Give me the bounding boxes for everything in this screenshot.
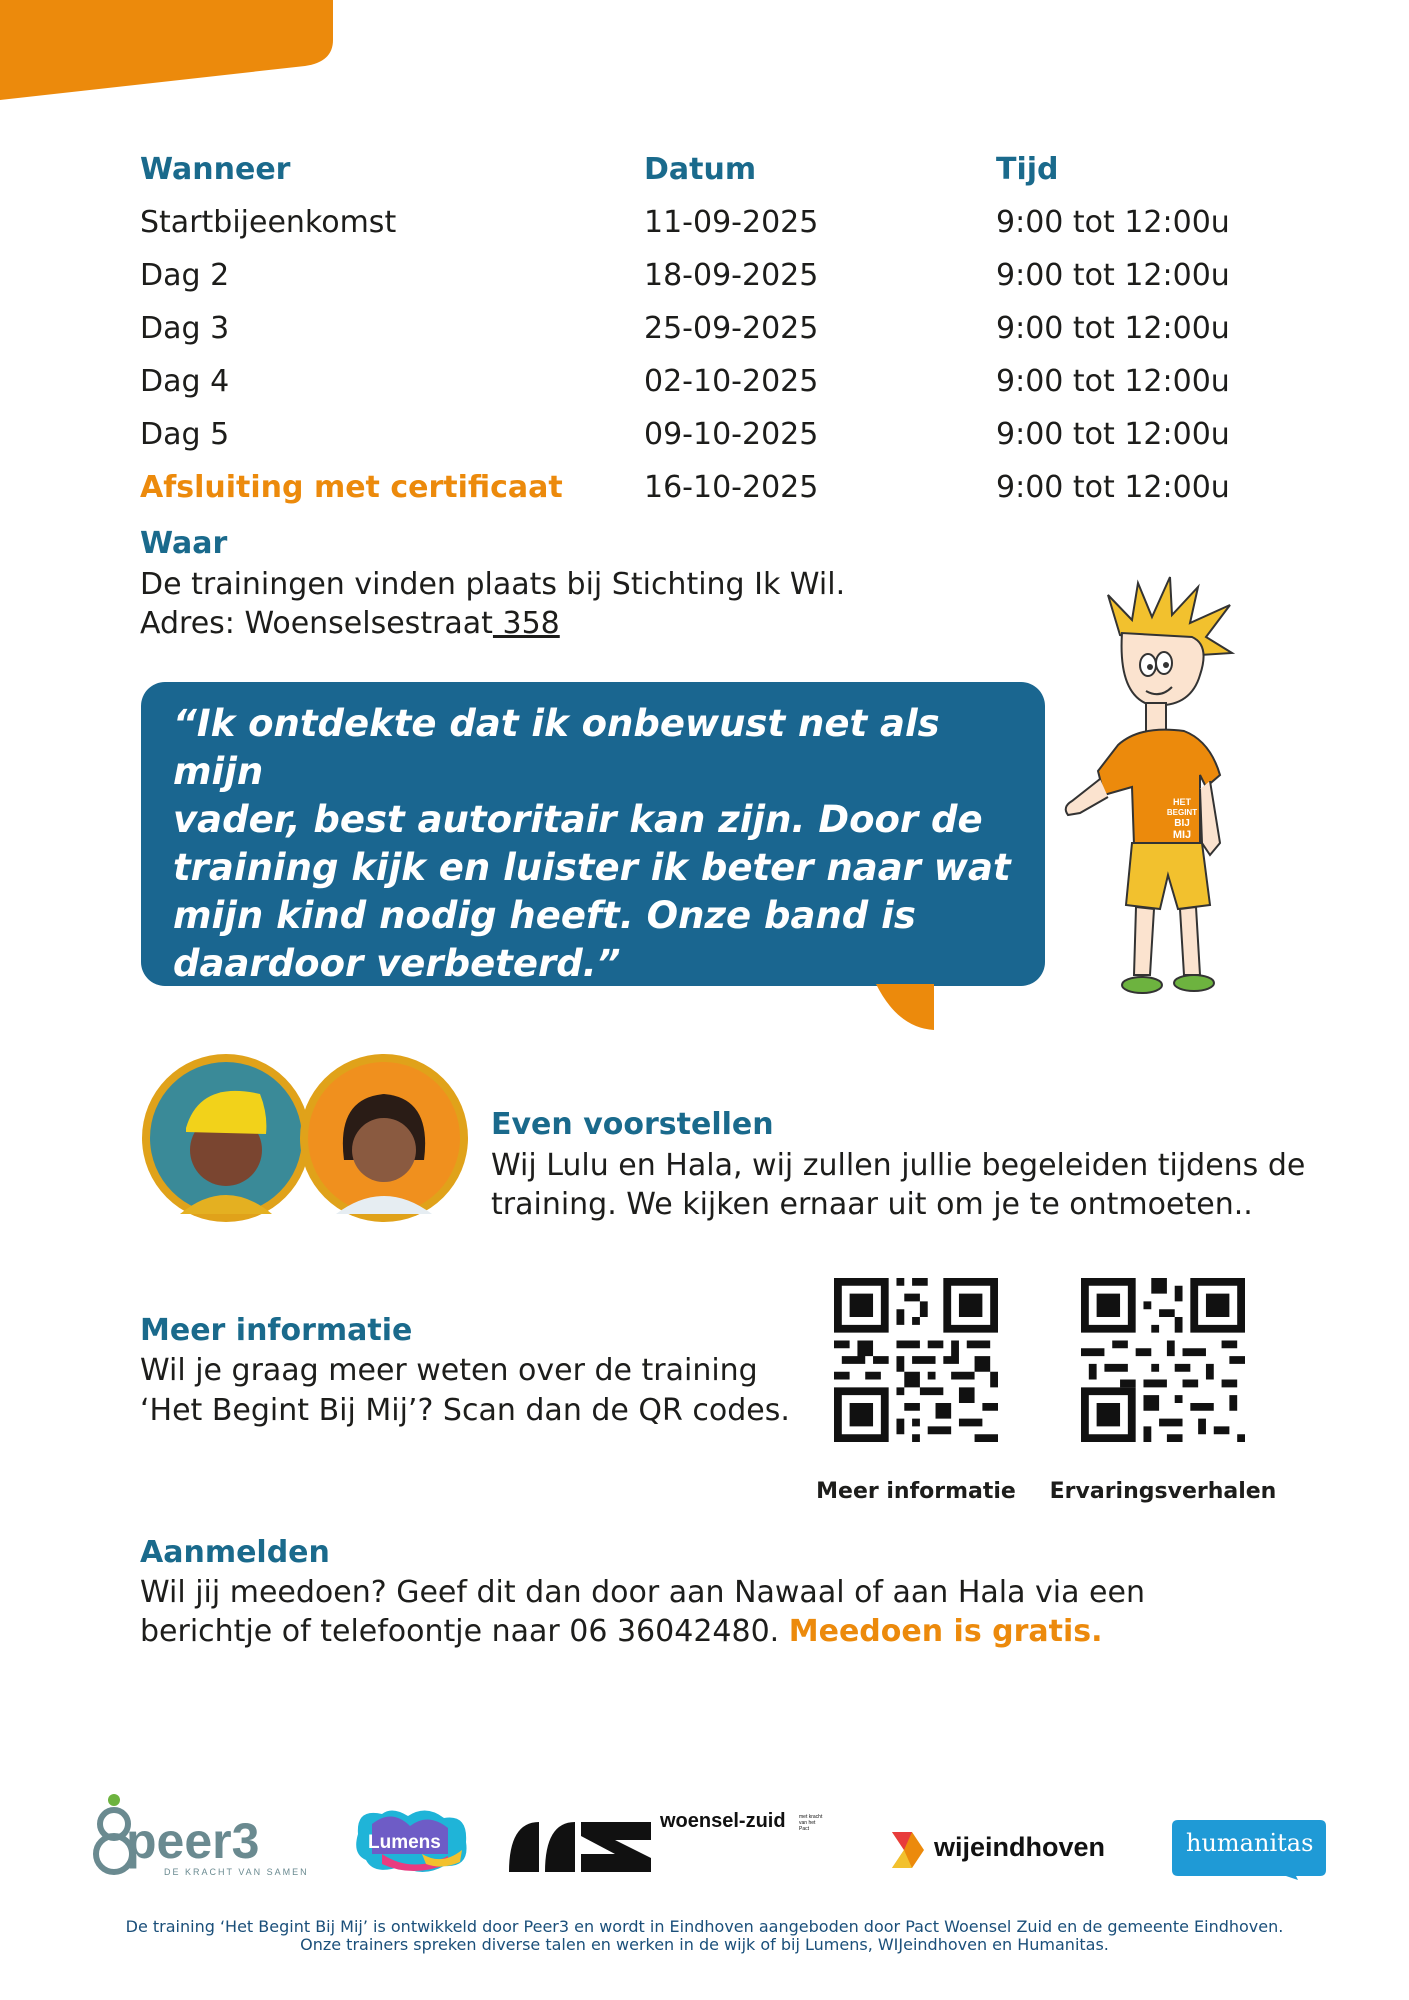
header-time: Tijd bbox=[996, 152, 1059, 187]
footer-line: Onze trainers spreken diverse talen en werken in de wijk of bij Lumens, WIJeindhoven en Humanitas. bbox=[300, 1935, 1109, 1954]
wijeindhoven-mark bbox=[888, 1828, 928, 1872]
footer-text bbox=[0, 1918, 1409, 1954]
schedule-final-row bbox=[140, 470, 1240, 523]
qr-code-experiences[interactable] bbox=[1081, 1278, 1245, 1442]
qr1-label: Meer informatie bbox=[816, 1479, 1016, 1504]
signup-line: Wil jij meedoen? Geef dit dan door aan Nawaal of aan Hala via een bbox=[140, 1575, 1145, 1610]
signup-line: berichtje of telefoontje naar 06 36042480. bbox=[140, 1614, 789, 1649]
row-date: 11-09-2025 bbox=[644, 205, 819, 240]
woensel-zuid-logo bbox=[505, 1806, 823, 1876]
row-date: 09-10-2025 bbox=[644, 417, 819, 452]
row-time: 9:00 tot 12:00u bbox=[996, 364, 1230, 399]
schedule-row bbox=[140, 205, 1240, 258]
row-time: 9:00 tot 12:00u bbox=[996, 311, 1230, 346]
woensel-zuid-mark bbox=[505, 1812, 655, 1878]
wijeindhoven-logo bbox=[888, 1826, 1138, 1876]
row-when: Dag 2 bbox=[140, 258, 230, 293]
row-time: 9:00 tot 12:00u bbox=[996, 417, 1230, 452]
row-date: 25-09-2025 bbox=[644, 311, 819, 346]
quote-line: mijn kind nodig heeft. Onze band is bbox=[173, 894, 916, 937]
row-date: 18-09-2025 bbox=[644, 258, 819, 293]
intro-title: Even voorstellen bbox=[491, 1107, 774, 1142]
schedule-row bbox=[140, 364, 1240, 417]
more-info-title: Meer informatie bbox=[140, 1313, 413, 1348]
more-info-line: ‘Het Begint Bij Mij’? Scan dan de QR codes. bbox=[140, 1393, 790, 1428]
quote-line: training kijk en luister ik beter naar wat bbox=[173, 846, 1011, 889]
final-when: Afsluiting met certificaat bbox=[140, 470, 563, 505]
row-when: Startbijeenkomst bbox=[140, 205, 397, 240]
quote-line: daardoor verbeterd.” bbox=[173, 942, 621, 985]
schedule-row bbox=[140, 417, 1240, 470]
lumens-logo bbox=[352, 1804, 472, 1876]
qr2-label: Ervaringsverhalen bbox=[1049, 1479, 1277, 1504]
mascot-shirt-text: HET bbox=[1173, 797, 1191, 807]
schedule-row bbox=[140, 311, 1240, 364]
orange-corner-shape bbox=[0, 0, 340, 110]
signup-line-2 bbox=[140, 1614, 1103, 1649]
signup-title: Aanmelden bbox=[140, 1535, 330, 1570]
qr-code-more-info[interactable] bbox=[834, 1278, 998, 1442]
mascot-shirt-text: BIJ bbox=[1174, 818, 1190, 829]
lumens-wordmark: Lumens bbox=[368, 1832, 441, 1853]
row-when: Dag 4 bbox=[140, 364, 230, 399]
mascot-illustration bbox=[1060, 575, 1260, 1005]
humanitas-logo bbox=[1172, 1820, 1327, 1880]
woensel-zuid-small-text: met kracht van het Pact bbox=[799, 1814, 823, 1832]
final-date: 16-10-2025 bbox=[644, 470, 819, 505]
row-time: 9:00 tot 12:00u bbox=[996, 205, 1230, 240]
peer3-wordmark: peer3 bbox=[126, 1813, 260, 1869]
peer3-logo bbox=[90, 1790, 320, 1880]
mascot-shirt-text: BEGINT bbox=[1166, 808, 1198, 817]
quote-line: vader, best autoritair kan zijn. Door de bbox=[173, 798, 983, 841]
quote-text bbox=[173, 700, 1033, 988]
footer-line: De training ‘Het Begint Bij Mij’ is ontwikkeld door Peer3 en wordt in Eindhoven aangeboden door Pact Woensel Zuid en de gemeente Eindhoven. bbox=[125, 1917, 1284, 1936]
schedule-table bbox=[140, 152, 1240, 523]
peer3-tagline: DE KRACHT VAN SAMEN bbox=[164, 1867, 309, 1877]
avatar bbox=[140, 1050, 470, 1225]
address-prefix: Adres: Woenselsestraat bbox=[140, 606, 493, 641]
address-number: 358 bbox=[492, 606, 560, 641]
final-time: 9:00 tot 12:00u bbox=[996, 470, 1230, 505]
row-when: Dag 5 bbox=[140, 417, 230, 452]
header-date: Datum bbox=[644, 152, 757, 187]
free-highlight: Meedoen is gratis. bbox=[788, 1614, 1103, 1649]
quote-line: “Ik ontdekte dat ik onbewust net als mijn bbox=[173, 702, 940, 793]
row-time: 9:00 tot 12:00u bbox=[996, 258, 1230, 293]
woensel-zuid-wordmark: woensel-zuid bbox=[660, 1810, 786, 1832]
mascot-shirt-text: MIJ bbox=[1172, 829, 1192, 841]
schedule-row bbox=[140, 258, 1240, 311]
intro-line: Wij Lulu en Hala, wij zullen jullie begeleiden tijdens de bbox=[491, 1148, 1306, 1183]
row-when: Dag 3 bbox=[140, 311, 230, 346]
trainer-photos bbox=[140, 1050, 470, 1225]
intro-line: training. We kijken ernaar uit om je te ontmoeten.. bbox=[491, 1187, 1253, 1222]
address-line bbox=[140, 606, 560, 641]
row-date: 02-10-2025 bbox=[644, 364, 819, 399]
where-title: Waar bbox=[140, 526, 228, 561]
wijeindhoven-wordmark: wijeindhoven bbox=[934, 1832, 1106, 1862]
header-when: Wanneer bbox=[140, 152, 291, 187]
schedule-header-row bbox=[140, 152, 1240, 205]
humanitas-wordmark: humanitas bbox=[1186, 1829, 1314, 1857]
quote-tail bbox=[870, 984, 940, 1034]
more-info-line: Wil je graag meer weten over de training bbox=[140, 1353, 758, 1388]
where-line: De trainingen vinden plaats bij Stichting Ik Wil. bbox=[140, 567, 846, 602]
